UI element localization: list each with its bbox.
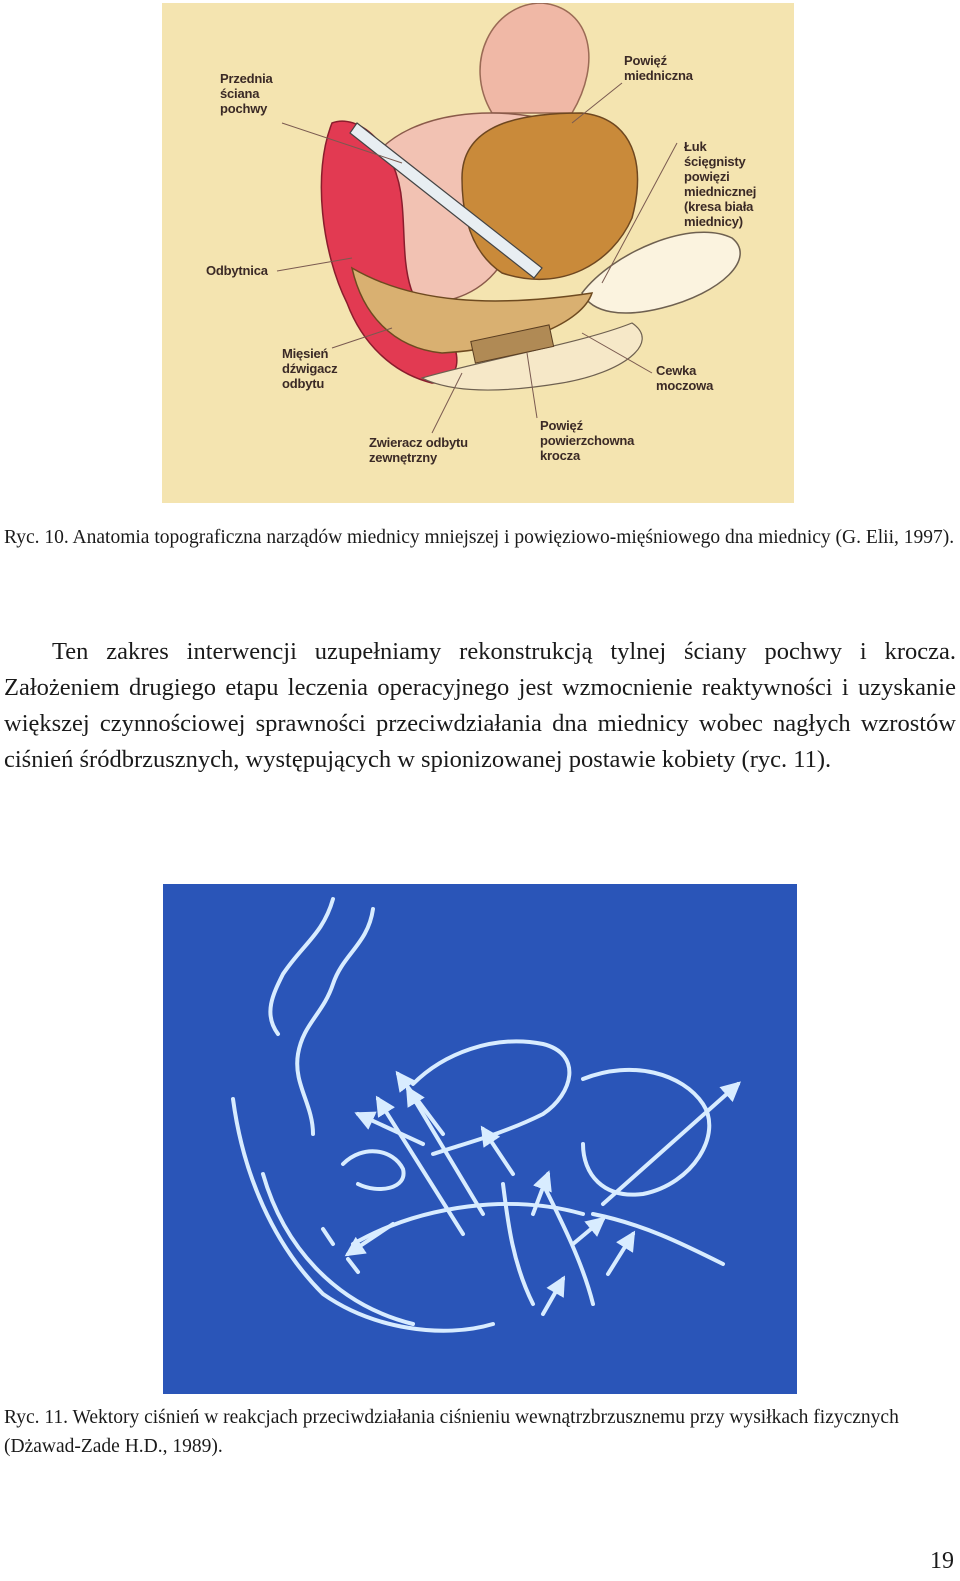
label-powiez-powierzchowna-krocza: Powięź powierzchowna krocza	[540, 418, 635, 463]
page-number: 19	[930, 1548, 954, 1574]
label-cewka-moczowa: Cewka moczowa	[656, 363, 714, 393]
figure-10-anatomy-illustration	[162, 3, 794, 503]
figure-11-caption: Ryc. 11. Wektory ciśnień w reakcjach przeciwdziałania ciśnieniu wewnątrzbrzusznemu przy wysiłkach fizycznych (Dżawad-Zade H.D., 1989).	[4, 1407, 899, 1457]
figure-11-pressure-vectors-diagram	[163, 884, 797, 1394]
label-zwieracz-odbytu: Zwieracz odbytu zewnętrzny	[369, 435, 468, 465]
label-odbytnica: Odbytnica	[206, 263, 268, 278]
label-powiez-miedniczna: Powięź miedniczna	[624, 53, 693, 83]
figure-11-drawing	[163, 884, 797, 1394]
body-paragraph: Ten zakres interwencji uzupełniamy rekonstrukcją tylnej ściany pochwy i krocza. Założeniem drugiego etapu leczenia operacyjnego jest wzmocnienie reaktywności i uzyskanie większej czynnościowej sprawności przeciwdziałania dna miednicy wobec nagłych wzrostów ciśnień śródbrzusznych, występujących w spionizowanej postawie kobiety (ryc. 11).	[4, 638, 956, 773]
label-przednia-sciana-pochwy: Przednia ściana pochwy	[220, 71, 273, 116]
label-miesien-dzwigacz-odbytu: Mięsień dźwigacz odbytu	[282, 346, 338, 391]
label-luk-scięgnisty: Łuk ścięgnisty powięzi miednicznej (kresa biała miednicy)	[684, 139, 757, 229]
figure-10-caption: Ryc. 10. Anatomia topograficzna narządów miednicy mniejszej i powięziowo-mięśniowego dna miednicy (G. Elii, 1997).	[4, 527, 955, 548]
